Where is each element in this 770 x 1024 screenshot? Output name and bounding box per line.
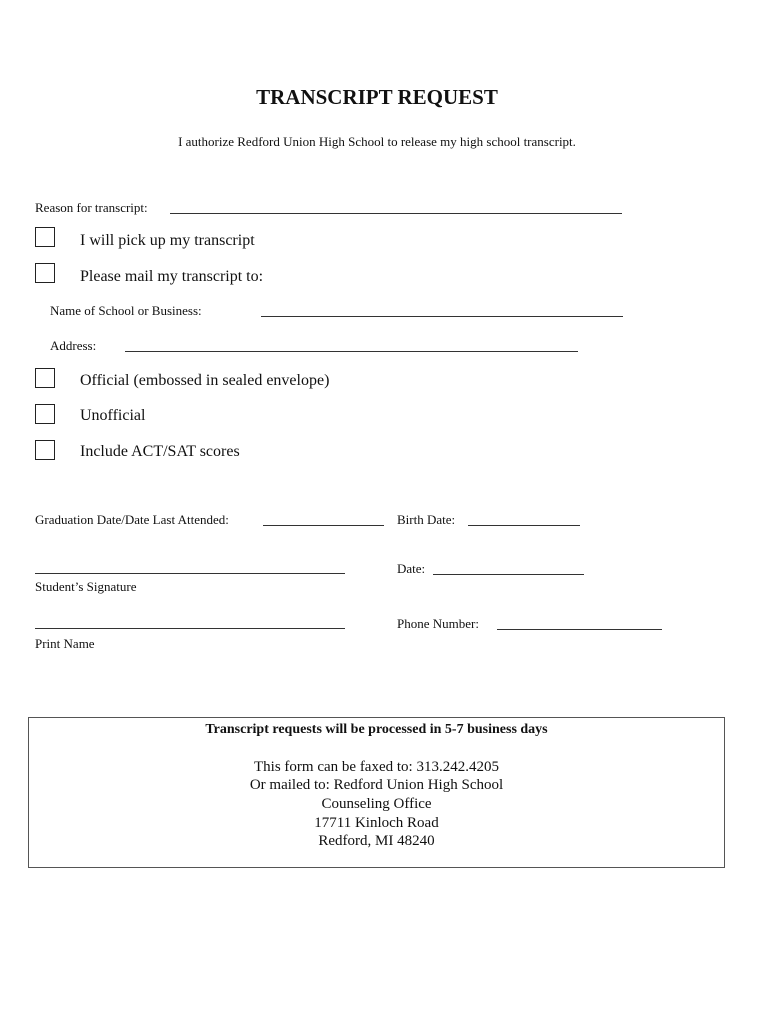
act-sat-checkbox[interactable] [35, 440, 55, 460]
mail-label: Please mail my transcript to: [80, 268, 264, 285]
phone-field[interactable] [497, 629, 662, 630]
birth-date-field[interactable] [468, 525, 580, 526]
act-sat-label: Include ACT/SAT scores [80, 443, 240, 460]
pickup-checkbox[interactable] [35, 227, 55, 247]
print-name-field[interactable] [35, 628, 345, 629]
reason-label: Reason for transcript: [35, 200, 148, 215]
phone-label: Phone Number: [397, 616, 479, 631]
notice-mail: Or mailed to: Redford Union High School [249, 777, 504, 793]
authorization-statement: I authorize Redford Union High School to release my high school transcript. [178, 134, 576, 149]
print-name-label: Print Name [35, 636, 95, 651]
school-field[interactable] [261, 316, 623, 317]
birth-date-label: Birth Date: [397, 512, 456, 527]
mail-checkbox[interactable] [35, 263, 55, 283]
signature-label: Student’s Signature [35, 579, 137, 594]
official-checkbox[interactable] [35, 368, 55, 388]
notice-office: Counseling Office [321, 796, 432, 812]
notice-city: Redford, MI 48240 [318, 833, 435, 849]
date-label: Date: [397, 561, 426, 576]
graduation-label: Graduation Date/Date Last Attended: [35, 512, 229, 527]
date-field[interactable] [433, 574, 584, 575]
official-label: Official (embossed in sealed envelope) [80, 372, 330, 389]
unofficial-checkbox[interactable] [35, 404, 55, 424]
school-label: Name of School or Business: [50, 303, 202, 318]
graduation-field[interactable] [263, 525, 384, 526]
notice-fax: This form can be faxed to: 313.242.4205 [254, 759, 499, 775]
reason-field[interactable] [170, 213, 622, 214]
address-field[interactable] [125, 351, 578, 352]
notice-street: 17711 Kinloch Road [314, 815, 439, 831]
notice-heading: Transcript requests will be processed in 5-7 business days [205, 722, 548, 737]
notice-box [28, 717, 725, 868]
address-label: Address: [50, 338, 97, 353]
unofficial-label: Unofficial [80, 407, 146, 424]
pickup-label: I will pick up my transcript [80, 232, 255, 249]
page-title: TRANSCRIPT REQUEST [256, 85, 498, 109]
signature-field[interactable] [35, 573, 345, 574]
